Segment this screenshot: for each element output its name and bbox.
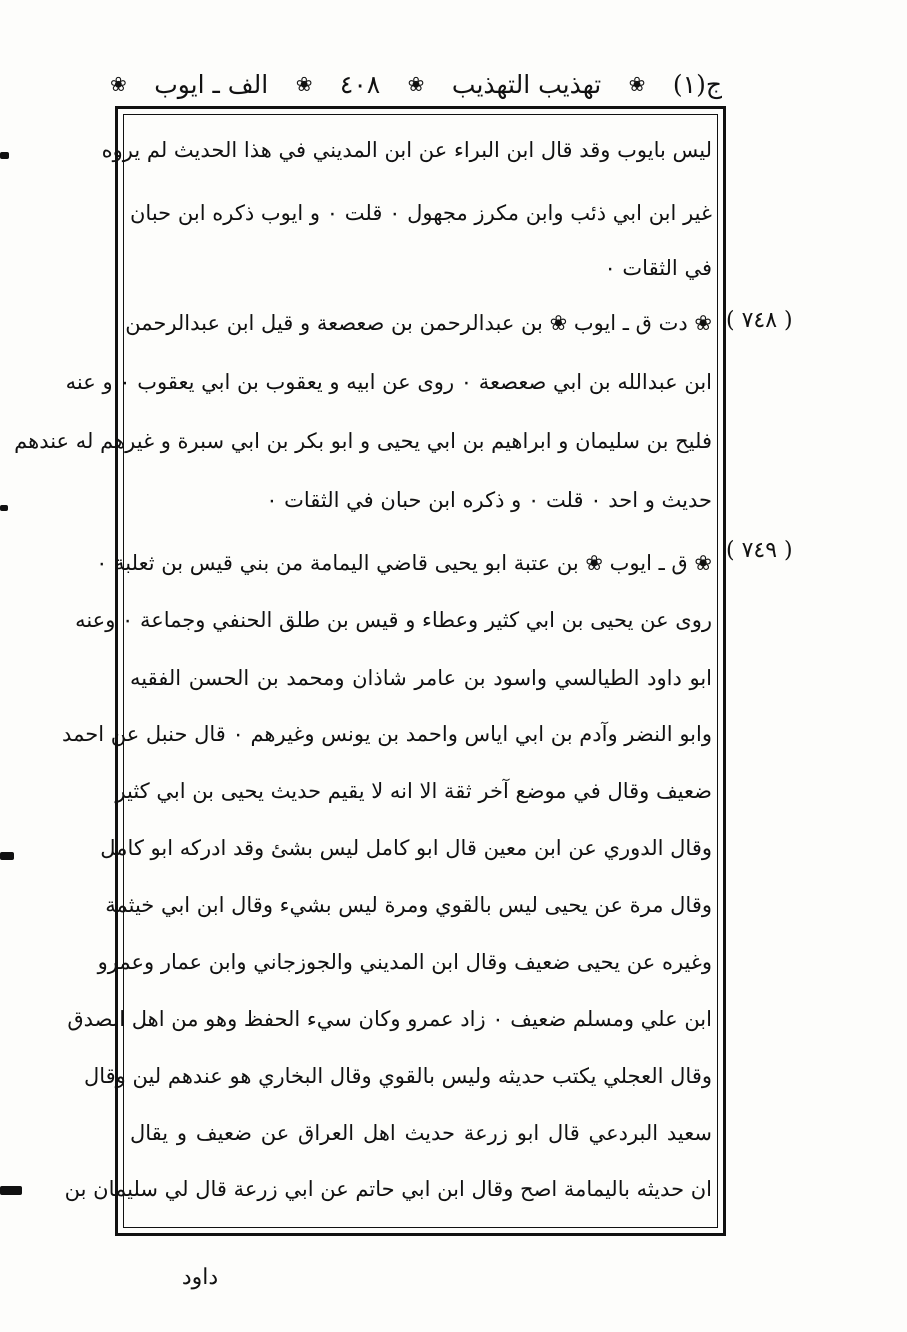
text-line: وقال العجلي يكتب حديثه وليس بالقوي وقال البخاري هو عندهم لين وقال <box>83 1064 712 1088</box>
text-line: في الثقات ٠ <box>604 256 712 280</box>
text-line: وغيره عن يحيى ضعيف وقال ابن المديني والجوزجاني وابن عمار وعمرو <box>97 950 712 974</box>
catchword: داود <box>181 1265 219 1290</box>
text-line: غير ابن ابي ذئب وابن مكرز مجهول ٠ قلت ٠ و ايوب ذكره ابن حبان <box>130 201 712 225</box>
scan-edge-mark <box>0 1186 22 1195</box>
text-line: ابن علي ومسلم ضعيف ٠ زاد عمرو وكان سيء الحفظ وهو من اهل الصدق <box>67 1007 712 1031</box>
text-line: وابو النضر وآدم بن ابي اياس واحمد بن يونس وغيرهم ٠ قال حنبل عن احمد <box>62 722 712 746</box>
scan-edge-mark <box>0 505 8 511</box>
section-label: الف ـ ايوب <box>154 69 269 99</box>
text-line: ❀ ق ـ ايوب ❀ بن عتبة ابو يحيى قاضي اليمامة من بني قيس بن ثعلبة ٠ <box>96 551 712 575</box>
text-line: ابن عبدالله بن ابي صعصعة ٠ روى عن ابيه و يعقوب بن ابي يعقوب ٠ و عنه <box>65 370 712 394</box>
text-line: وقال الدوري عن ابن معين قال ابو كامل ليس بشئ وقد ادركه ابو كامل <box>100 836 712 860</box>
scan-edge-mark <box>0 852 14 860</box>
page-number: ٤٠٨ <box>339 69 381 99</box>
text-line: ❀ دت ق ـ ايوب ❀ بن عبدالرحمن بن صعصعة و قيل ابن عبدالرحمن <box>125 311 712 335</box>
text-line: وقال مرة عن يحيى ليس بالقوي ومرة ليس بشيء وقال ابن ابي خيثمة <box>105 893 712 917</box>
ornament-icon: ❀ <box>628 72 646 96</box>
text-line: روى عن يحيى بن ابي كثير وعطاء و قيس بن طلق الحنفي وجماعة ٠ وعنه <box>75 608 712 632</box>
text-line: سعيد البردعي قال ابو زرعة حديث اهل العراق عن ضعيف و يقال <box>130 1121 712 1145</box>
ornament-icon: ❀ <box>407 72 425 96</box>
text-line: فليح بن سليمان و ابراهيم بن ابي يحيى و ابو بكر بن ابي سبرة و غيرهم له عندهم <box>14 429 712 453</box>
entry-number: ( ٧٤٩ ) <box>726 538 793 563</box>
text-line: ابو داود الطيالسي واسود بن عامر شاذان ومحمد بن الحسن الفقيه <box>130 666 712 690</box>
text-line: ليس بايوب وقد قال ابن البراء عن ابن المديني في هذا الحديث لم يروه <box>101 138 712 162</box>
ornament-icon: ❀ <box>295 72 313 96</box>
ornament-icon: ❀ <box>110 72 127 96</box>
text-line: ضعيف وقال في موضع آخر ثقة الا انه لا يقيم حديث يحيى بن ابي كثير <box>115 779 712 803</box>
text-line: حديث و احد ٠ قلت ٠ و ذكره ابن حبان في الثقات ٠ <box>266 488 712 512</box>
entry-number: ( ٧٤٨ ) <box>726 308 793 333</box>
volume-label: ج(١) <box>672 69 722 99</box>
text-line: ان حديثه باليمامة اصح وقال ابن ابي حاتم عن ابي زرعة قال لي سليمان بن <box>64 1177 712 1201</box>
scan-edge-mark <box>0 152 9 159</box>
book-title: تهذيب التهذيب <box>451 69 602 99</box>
running-header <box>110 62 722 106</box>
